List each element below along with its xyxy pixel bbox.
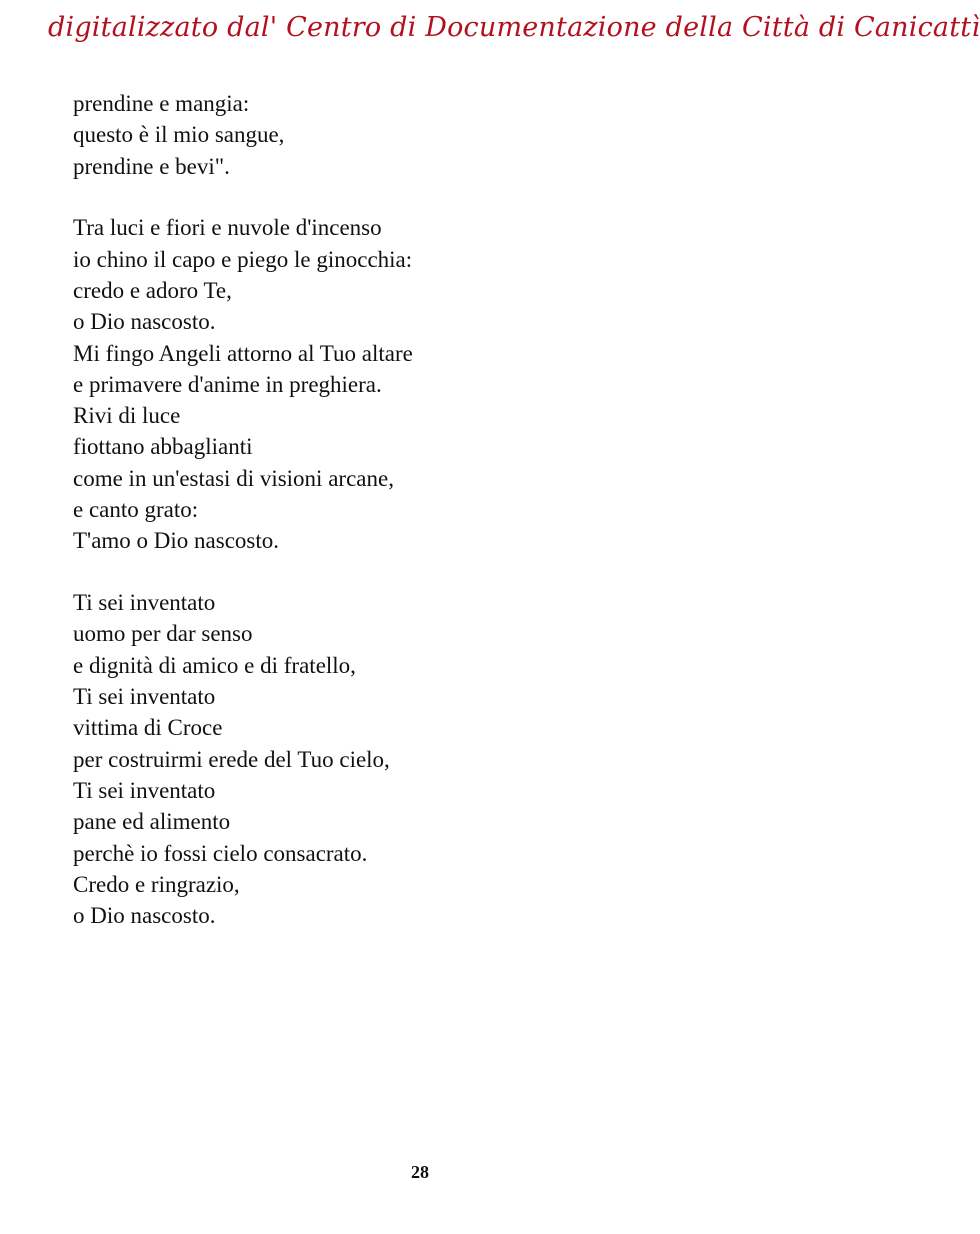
poem-line: per costruirmi erede del Tuo cielo, (73, 746, 390, 772)
poem-line: Ti sei inventato (73, 684, 216, 710)
poem-line: prendine e mangia: (73, 91, 250, 116)
poem-line: Tra luci e fiori e nuvole d'incenso (73, 215, 382, 241)
poem-body (73, 88, 733, 962)
poem-line: Mi fingo Angeli attorno al Tuo altare (73, 340, 413, 366)
poem-line: Ti sei inventato (73, 777, 216, 803)
stanza-3 (73, 587, 733, 931)
poem-line: come in un'estasi di visioni arcane, (73, 465, 394, 491)
poem-line: Rivi di luce (73, 403, 181, 429)
page-number: 28 (411, 1162, 429, 1182)
poem-line: Credo e ringrazio, (73, 871, 240, 897)
poem-line: perchè io fossi cielo consacrato. (73, 840, 368, 866)
digitization-watermark: digitalizzato dal' Centro di Documentazione della Città di Canicattì (48, 12, 980, 43)
poem-line: e dignità di amico e di fratello, (73, 652, 356, 678)
poem-line: o Dio nascosto. (73, 309, 216, 335)
poem-line: pane ed alimento (73, 809, 231, 835)
poem-line: io chino il capo e piego le ginocchia: (73, 246, 413, 272)
poem-line: vittima di Croce (73, 715, 223, 741)
stanza-2 (73, 212, 733, 556)
poem-line: uomo per dar senso (73, 621, 253, 647)
poem-line: T'amo o Dio nascosto. (73, 528, 280, 554)
stanza-1 (73, 88, 733, 182)
poem-line: o Dio nascosto. (73, 903, 216, 929)
poem-line: Ti sei inventato (73, 590, 216, 616)
poem-line: questo è il mio sangue, (73, 122, 285, 148)
poem-line: e primavere d'anime in preghiera. (73, 371, 382, 397)
poem-line: credo e adoro Te, (73, 277, 232, 303)
poem-line: e canto grato: (73, 497, 199, 523)
poem-line: fiottano abbaglianti (73, 434, 253, 460)
poem-line: prendine e bevi". (73, 153, 230, 179)
